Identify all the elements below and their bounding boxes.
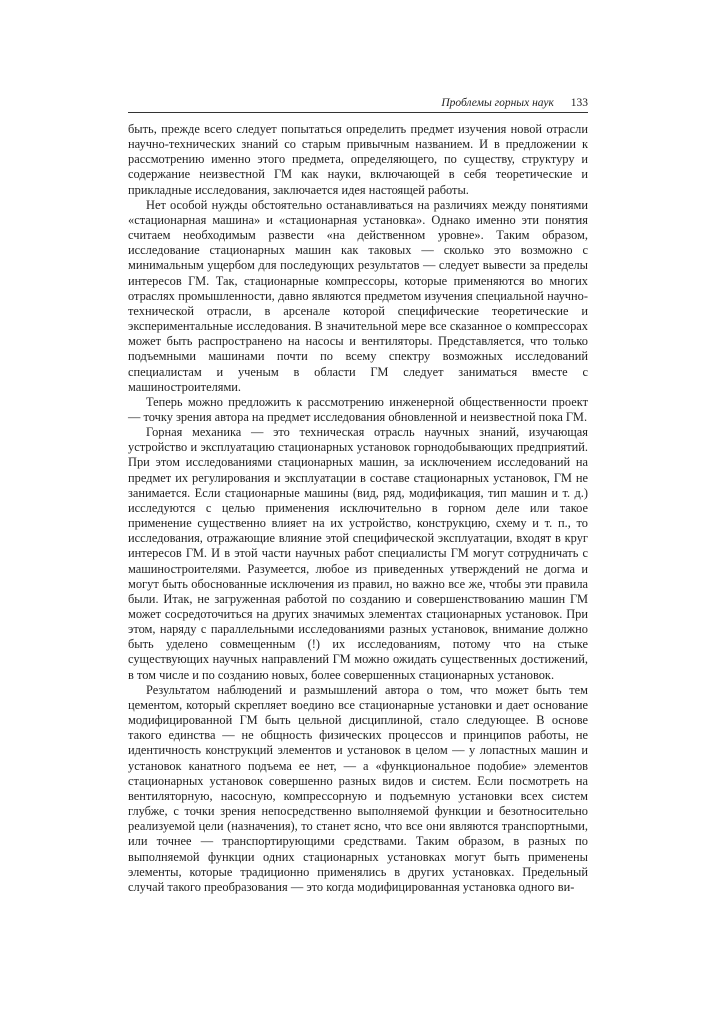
paragraph: Горная механика — это техническая отрасль научных знаний, изучающая устройство и эксплуатацию стационарных установок горнодобывающих предприятий. При этом исследованиями стационарных машин, за исключением исследований на предмет их регулирования и эксплуатации в составе стационарных установок, ГМ не занимается. Если стационарные машины (вид, ряд, модификация, тип машин и т. д.) исследуются с целью применения исключительно в горном деле или такое применение существенно влияет на их устройство, конструкцию, схему и т. п., то исследования, отражающие влияние этой специфической эксплуатации, входят в круг интересов ГМ. И в этой части научных работ специалисты ГМ могут сотрудничать с машиностроителями. Разумеется, любое из приведенных утверждений не догма и могут быть обоснованные исключения из правил, но важно все же, чтобы эти правила были. Итак, не загруженная работой по созданию и совершенствованию машин ГМ может сосредоточиться на других значимых элементах стационарных установок. При этом, наряду с параллельными исследованиями разных установок, внимание должно быть уделено совмещенным (!) их исследованиям, потому что на стыке существующих научных направлений ГМ можно ожидать существенных достижений, в том числе и по созданию новых, более совершенных стационарных установок. <box>128 425 588 682</box>
paragraph: Нет особой нужды обстоятельно останавливаться на различиях между понятиями «стационарная машина» и «стационарная установка». Однако именно эти понятия считаем необходимым развести «на действенном уровне». Таким образом, исследование стационарных машин как таковых — сколько это возможно с минимальным ущербом для последующих результатов — следует вывести за пределы интересов ГМ. Так, стационарные компрессоры, которые применяются во многих отраслях промышленности, давно являются предметом изучения специальной научно-технической отрасли, в арсенале которой специфические теоретические и экспериментальные исследования. В значительной мере все сказанное о компрессорах может быть распространено на насосы и вентиляторы. Представляется, что только подъемными машинами почти по всему спектру возможных исследований специалистам и ученым в области ГМ следует заниматься вместе с машиностроителями. <box>128 197 588 394</box>
running-header <box>128 96 588 113</box>
paragraph: быть, прежде всего следует попытаться определить предмет изучения новой отрасли научно-технических знаний со старым привычным названием. И в предложении к рассмотрению именно этого предмета, определяющего, по существу, структуру и содержание неизвестной ГМ как науки, включающей в себя теоретические и прикладные исследования, заключается идея настоящей работы. <box>128 122 588 197</box>
body-text <box>128 122 588 895</box>
running-title: Проблемы горных наук <box>441 97 554 109</box>
paragraph: Результатом наблюдений и размышлений автора о том, что может быть тем цементом, который скрепляет воедино все стационарные установки и дает основание модифицированной ГМ быть цельной дисциплиной, стало следующее. В основе такого единства — не общность физических процессов и принципов работы, не идентичность конструкций элементов и установок в целом — у лопастных машин и установок канатного подъема ее нет, — а «функциональное подобие» элементов стационарных установок совершенно разных видов и систем. Если посмотреть на вентиляторную, насосную, компрессорную и подъемную установки всех систем глубже, с точки зрения непосредственно выполняемой функции и безотносительно реализуемой цели (назначения), то станет ясно, что все они являются транспортными, или точнее — транспортирующими средствами. Таким образом, в разных по выполняемой функции одних стационарных установках могут быть применены элементы, которые традиционно применялись в других установках. Предельный случай такого преобразования — это когда модифицированная установка одного ви- <box>128 682 588 894</box>
paragraph: Теперь можно предложить к рассмотрению инженерной общественности проект — точку зрения автора на предмет исследования обновленной и неизвестной пока ГМ. <box>128 394 588 424</box>
page-number: 133 <box>570 97 588 109</box>
